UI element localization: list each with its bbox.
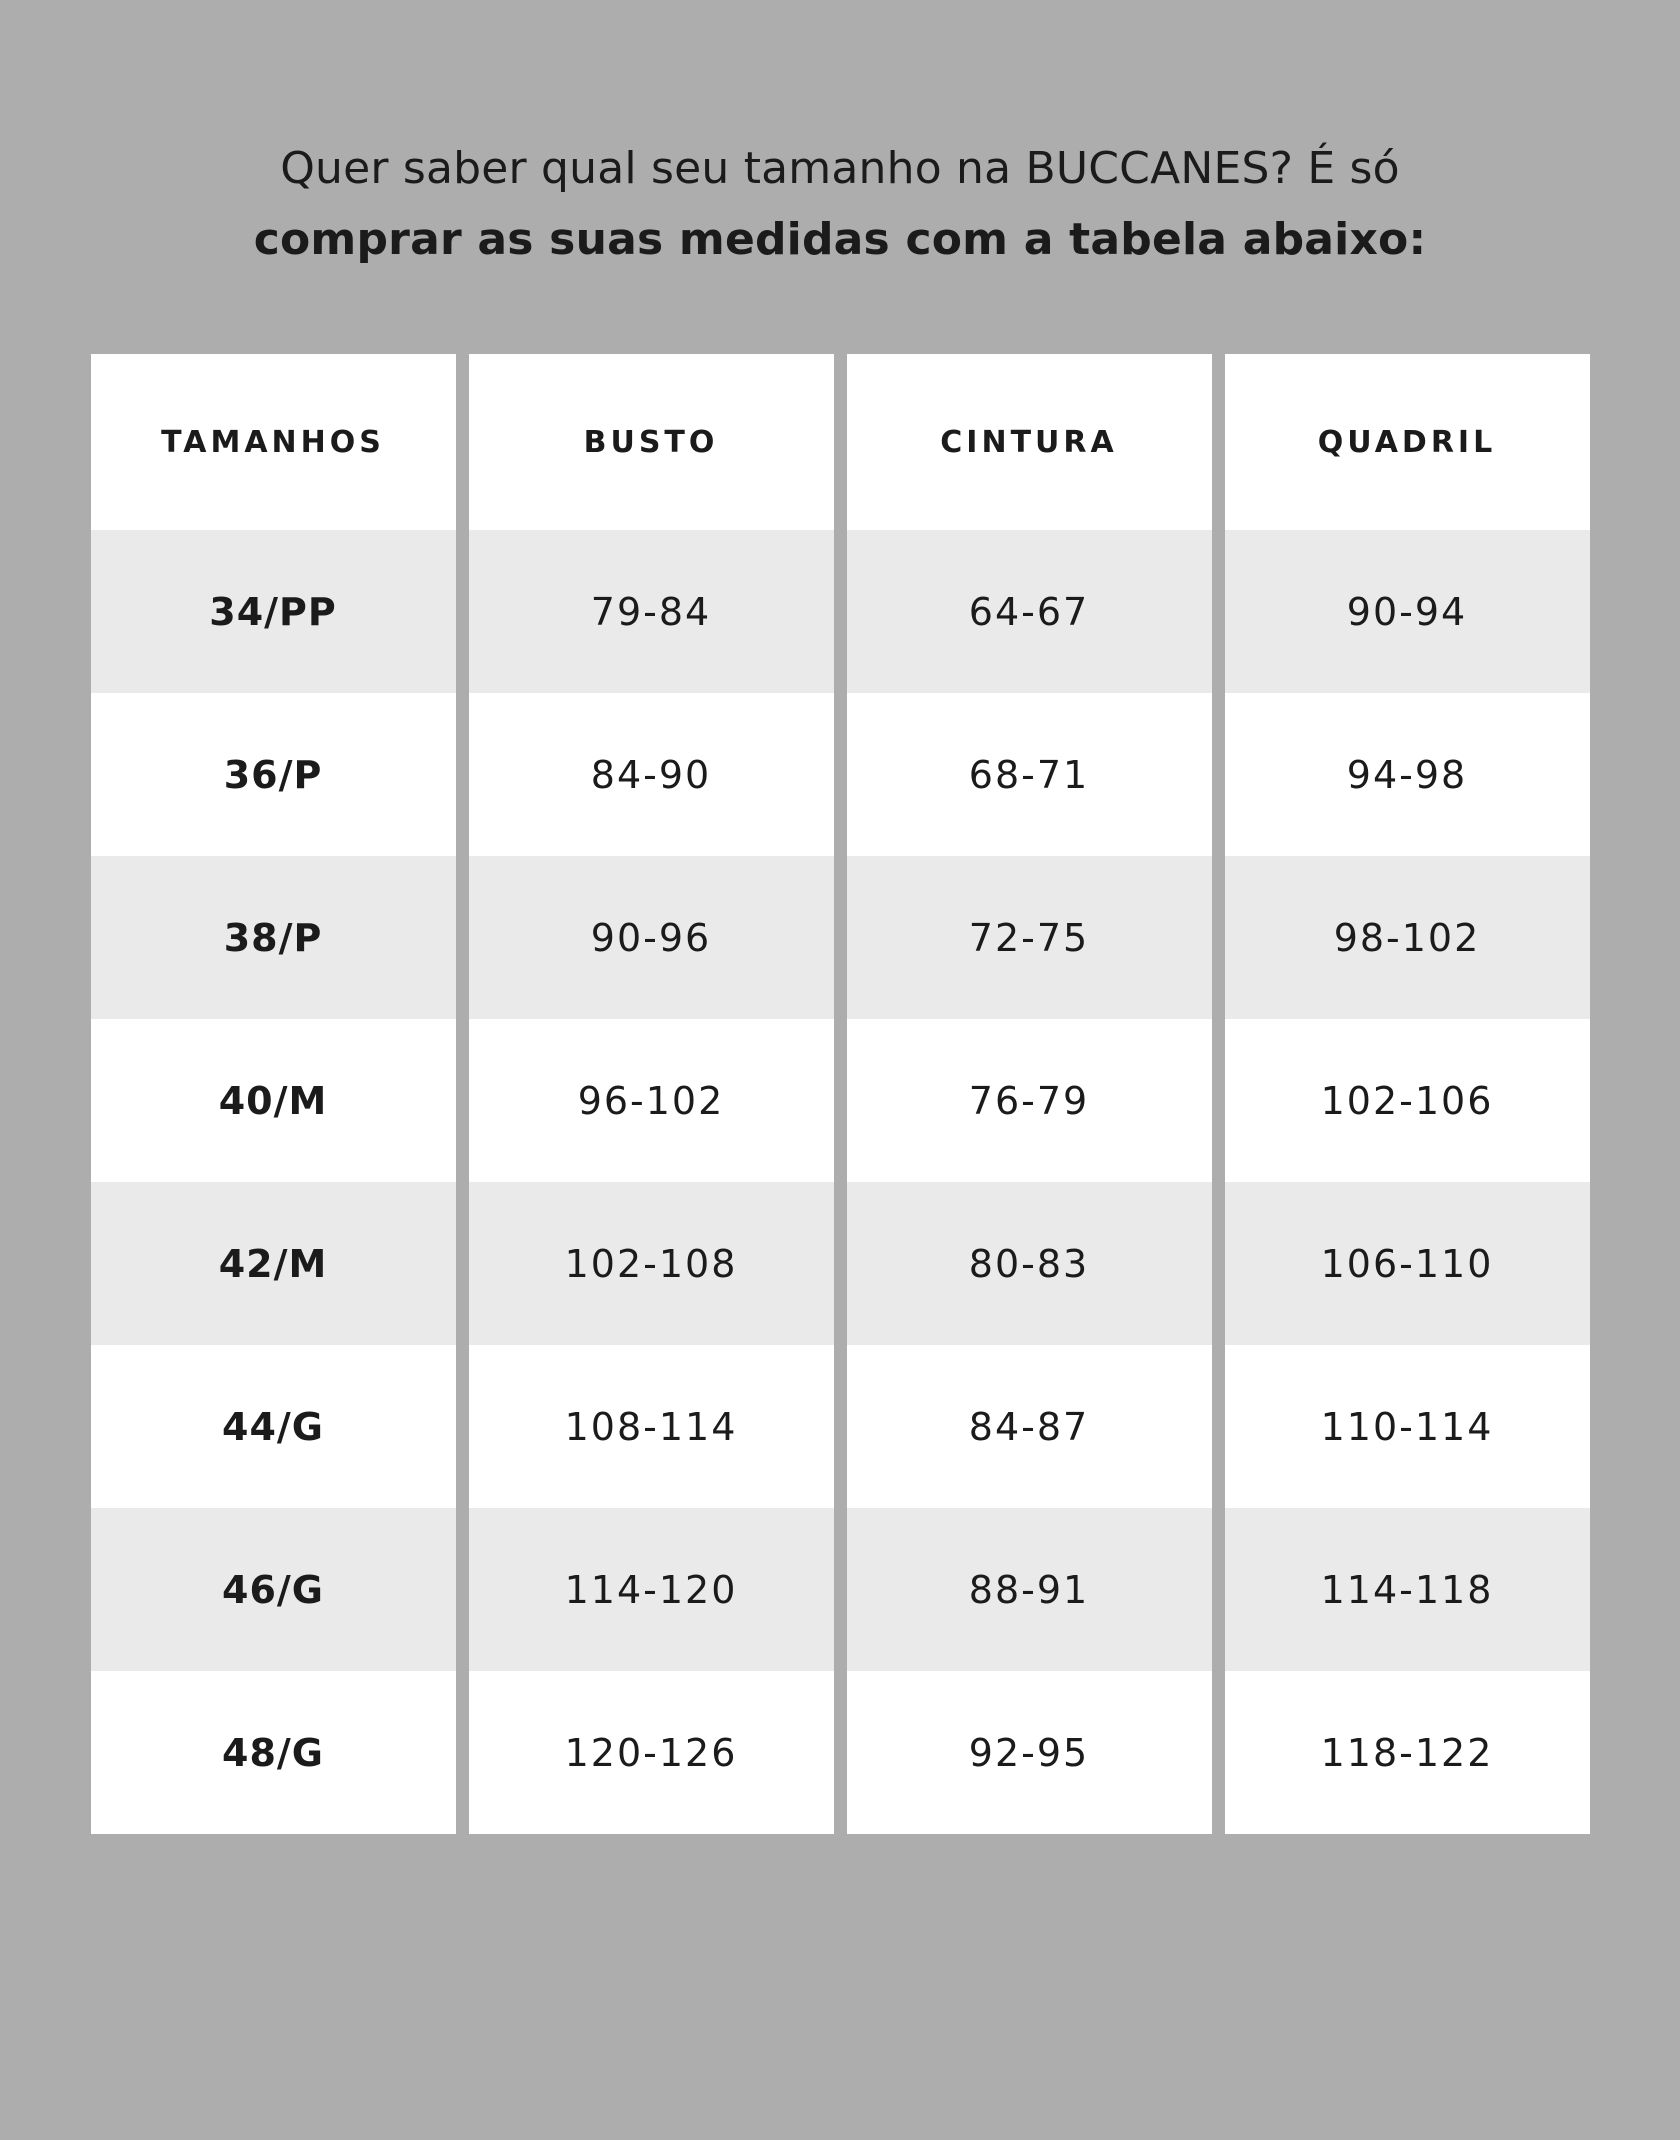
size-table-container bbox=[78, 354, 1603, 1834]
column-header-cintura: CINTURA bbox=[847, 354, 1212, 530]
cell-quadril: 90-94 bbox=[1225, 530, 1590, 693]
cell-quadril: 102-106 bbox=[1225, 1019, 1590, 1182]
cell-quadril: 114-118 bbox=[1225, 1508, 1590, 1671]
cell-cintura: 72-75 bbox=[847, 856, 1212, 1019]
cell-busto: 114-120 bbox=[469, 1508, 834, 1671]
cell-tamanho: 42/M bbox=[91, 1182, 456, 1345]
table-row bbox=[91, 1671, 1590, 1834]
cell-quadril: 98-102 bbox=[1225, 856, 1590, 1019]
table-row bbox=[91, 1019, 1590, 1182]
cell-tamanho: 44/G bbox=[91, 1345, 456, 1508]
cell-busto: 90-96 bbox=[469, 856, 834, 1019]
size-table-body bbox=[91, 530, 1590, 1834]
cell-tamanho: 48/G bbox=[91, 1671, 456, 1834]
cell-busto: 79-84 bbox=[469, 530, 834, 693]
cell-quadril: 106-110 bbox=[1225, 1182, 1590, 1345]
table-row bbox=[91, 1508, 1590, 1671]
cell-tamanho: 34/PP bbox=[91, 530, 456, 693]
column-header-busto: BUSTO bbox=[469, 354, 834, 530]
cell-cintura: 88-91 bbox=[847, 1508, 1212, 1671]
size-chart-page bbox=[0, 140, 1680, 2140]
cell-quadril: 110-114 bbox=[1225, 1345, 1590, 1508]
size-table-header bbox=[91, 354, 1590, 530]
table-row bbox=[91, 530, 1590, 693]
cell-busto: 102-108 bbox=[469, 1182, 834, 1345]
table-row bbox=[91, 856, 1590, 1019]
cell-quadril: 94-98 bbox=[1225, 693, 1590, 856]
cell-tamanho: 46/G bbox=[91, 1508, 456, 1671]
cell-tamanho: 36/P bbox=[91, 693, 456, 856]
page-title bbox=[0, 140, 1680, 268]
page-title-line-1: Quer saber qual seu tamanho na BUCCANES? É só bbox=[280, 143, 1400, 194]
cell-cintura: 80-83 bbox=[847, 1182, 1212, 1345]
table-row bbox=[91, 693, 1590, 856]
cell-busto: 84-90 bbox=[469, 693, 834, 856]
cell-cintura: 92-95 bbox=[847, 1671, 1212, 1834]
cell-cintura: 64-67 bbox=[847, 530, 1212, 693]
table-header-row bbox=[91, 354, 1590, 530]
cell-busto: 120-126 bbox=[469, 1671, 834, 1834]
cell-cintura: 84-87 bbox=[847, 1345, 1212, 1508]
cell-cintura: 68-71 bbox=[847, 693, 1212, 856]
table-row bbox=[91, 1345, 1590, 1508]
cell-tamanho: 40/M bbox=[91, 1019, 456, 1182]
column-header-tamanhos: TAMANHOS bbox=[91, 354, 456, 530]
page-title-line-2: comprar as suas medidas com a tabela abaixo: bbox=[253, 214, 1427, 266]
cell-quadril: 118-122 bbox=[1225, 1671, 1590, 1834]
cell-busto: 96-102 bbox=[469, 1019, 834, 1182]
table-row bbox=[91, 1182, 1590, 1345]
cell-tamanho: 38/P bbox=[91, 856, 456, 1019]
size-table bbox=[78, 354, 1603, 1834]
column-header-quadril: QUADRIL bbox=[1225, 354, 1590, 530]
cell-busto: 108-114 bbox=[469, 1345, 834, 1508]
cell-cintura: 76-79 bbox=[847, 1019, 1212, 1182]
